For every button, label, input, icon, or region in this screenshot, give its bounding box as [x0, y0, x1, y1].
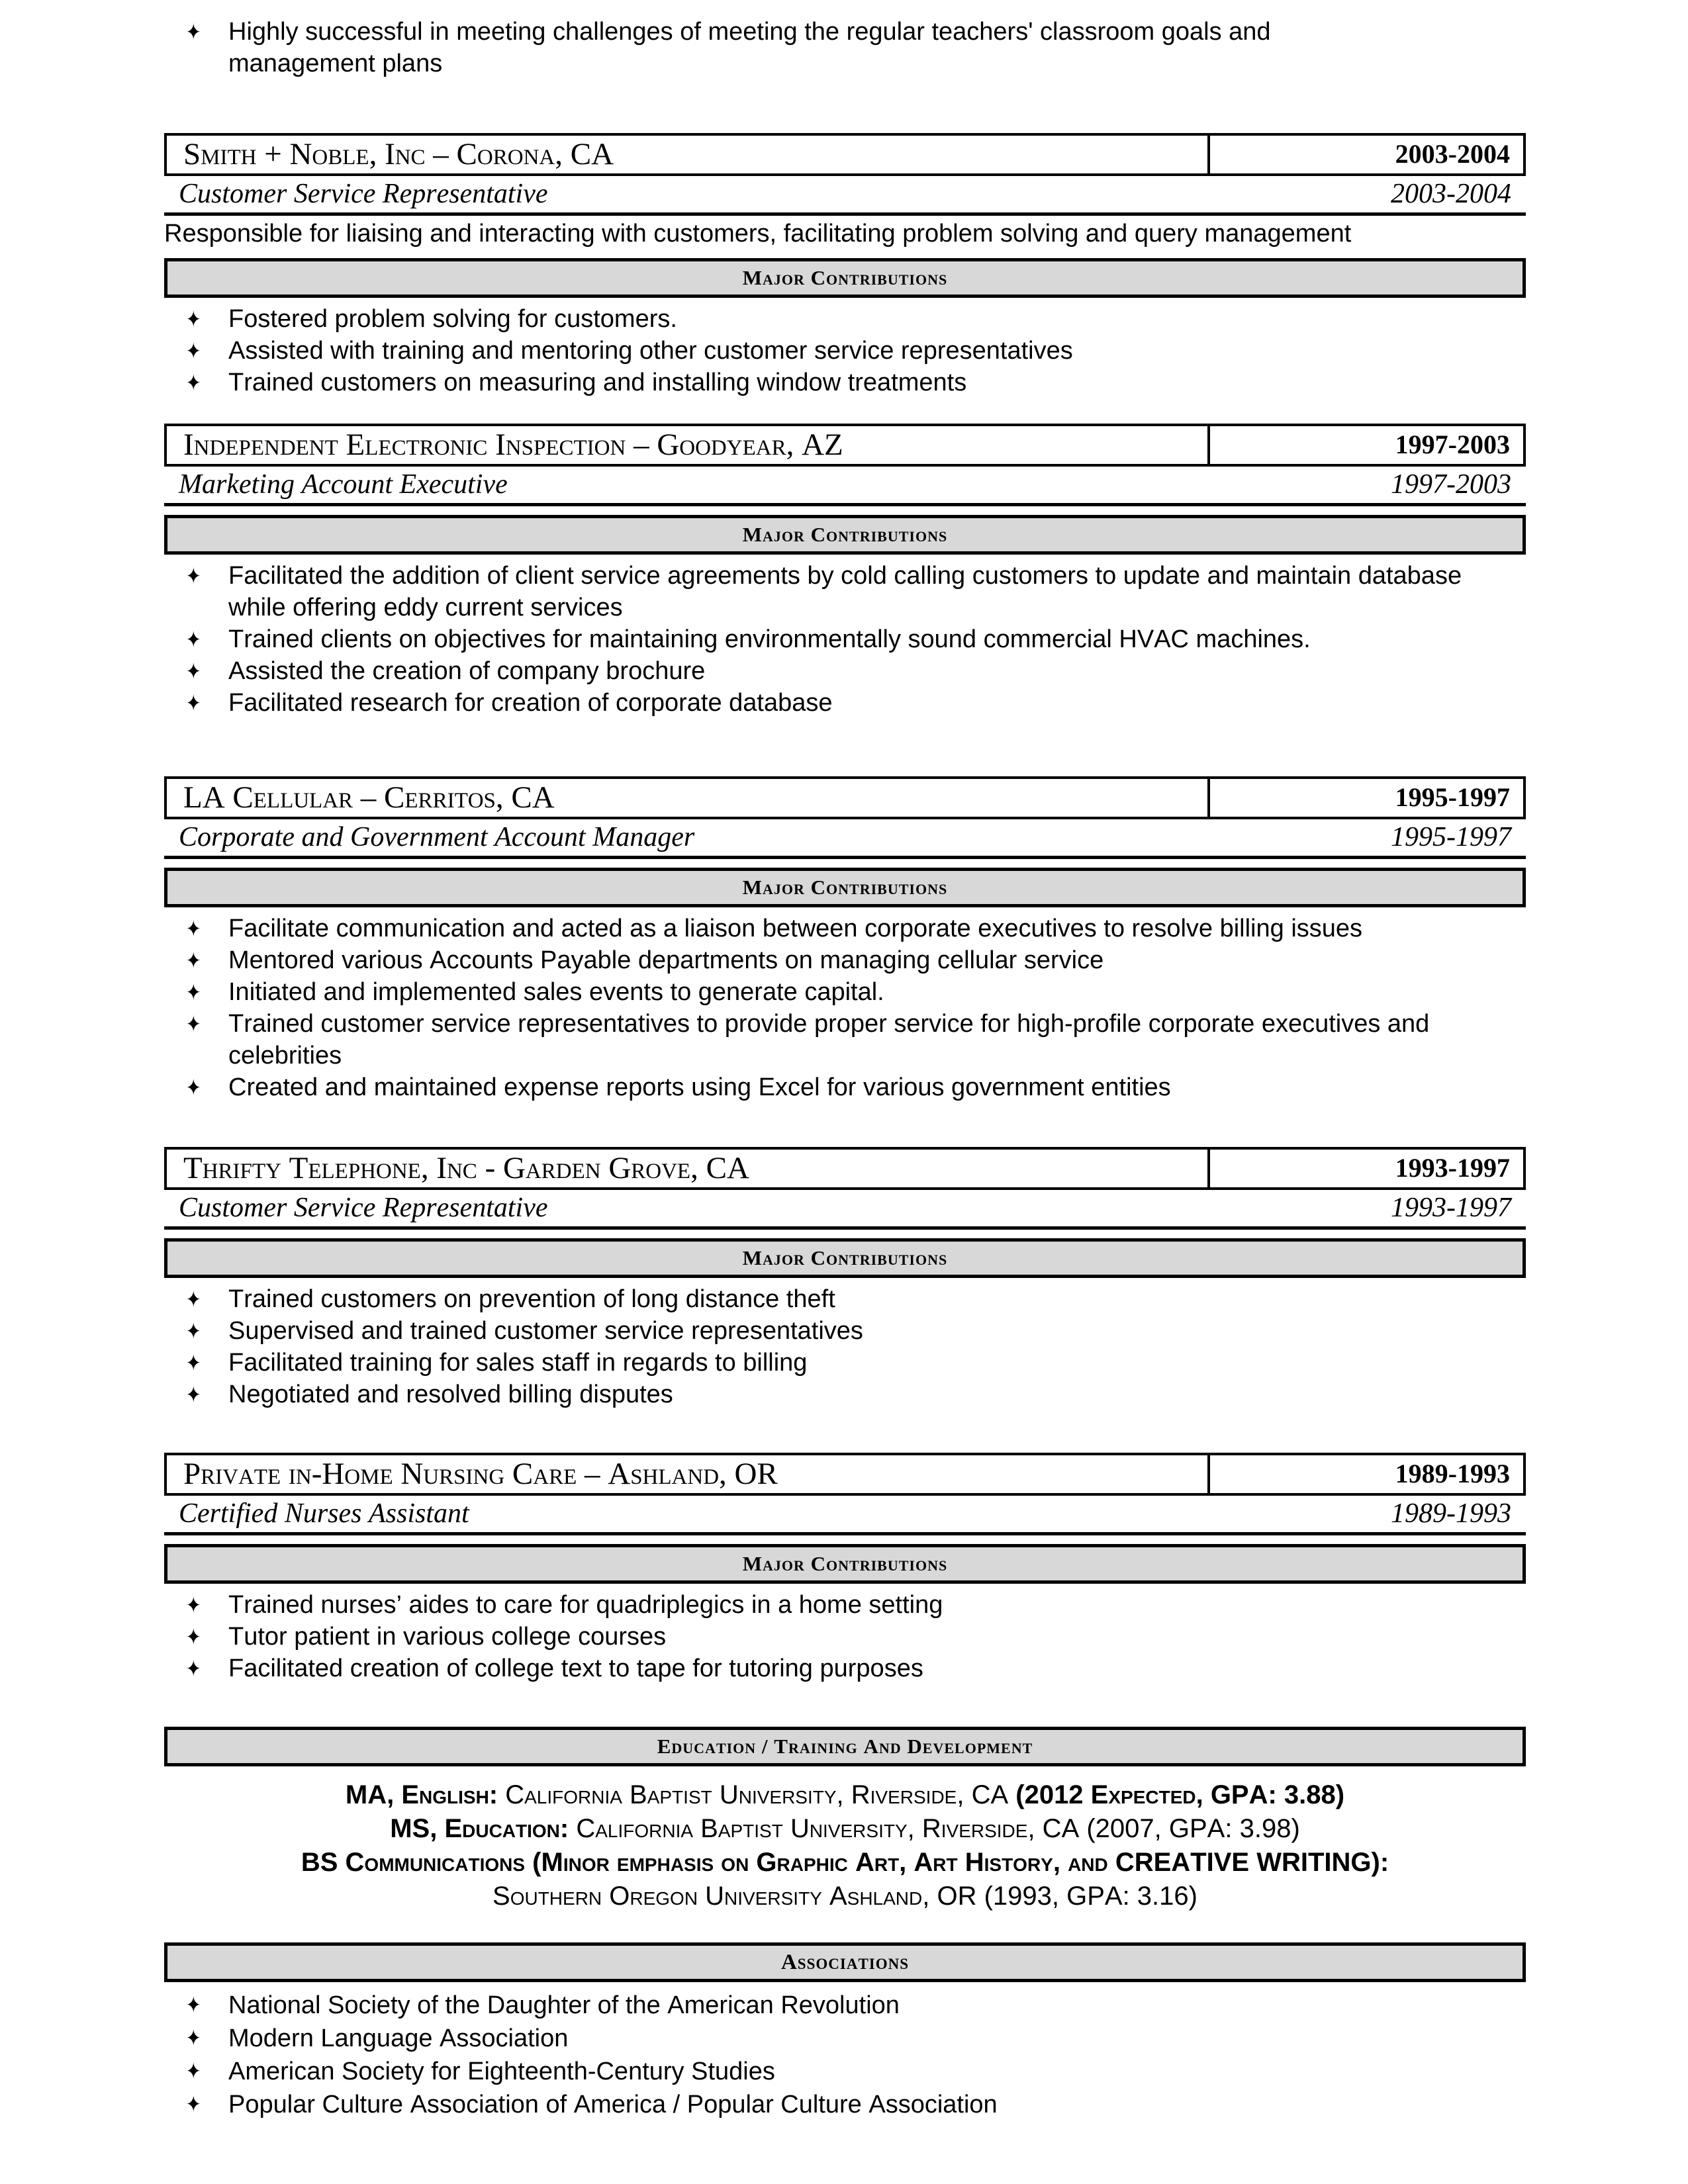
job-title-dates: 1995-1997: [1391, 822, 1511, 852]
list-item: [164, 303, 1466, 335]
star-bullet-icon: ✦: [185, 564, 201, 589]
bullet-text: Facilitated research for creation of corporate database: [228, 689, 833, 717]
job-title-dates: 1993-1997: [1391, 1193, 1511, 1223]
bullet-text: Created and maintained expense reports using Excel for various government entities: [228, 1073, 1171, 1101]
list-item: [164, 16, 1393, 79]
company-header-row: [164, 424, 1526, 467]
list-item: [164, 1071, 1466, 1103]
star-bullet-icon: ✦: [185, 2026, 201, 2051]
star-bullet-icon: ✦: [185, 20, 201, 45]
job-title: Customer Service Representative: [179, 179, 548, 209]
job-section-independent-electronic: [164, 424, 1526, 719]
star-bullet-icon: ✦: [185, 1075, 201, 1101]
bullet-text: Facilitated training for sales staff in regards to billing: [228, 1349, 808, 1377]
job-title: Customer Service Representative: [179, 1193, 548, 1223]
list-item: [164, 1589, 1466, 1621]
bullet-text: Highly successful in meeting challenges of meeting the regular teachers' classroom goals and management plans: [228, 18, 1271, 77]
contributions-list: [164, 1589, 1526, 1684]
bullet-text: Mentored various Accounts Payable departments on managing cellular service: [228, 946, 1104, 974]
bullet-text: Trained clients on objectives for maintaining environmentally sound commercial HVAC machines.: [228, 625, 1311, 653]
bullet-text: American Society for Eighteenth-Century Studies: [228, 2058, 775, 2085]
star-bullet-icon: ✦: [185, 2059, 201, 2084]
company-header-row: [164, 776, 1526, 819]
school-text: California Baptist University, Riverside, CA: [505, 1780, 1016, 1809]
job-title-row: [164, 467, 1526, 506]
major-contributions-header: Major Contributions: [164, 868, 1526, 907]
bullet-text: Fostered problem solving for customers.: [228, 305, 677, 333]
star-bullet-icon: ✦: [185, 1593, 201, 1618]
bullet-text: Initiated and implemented sales events to generate capital.: [228, 978, 884, 1006]
list-item: [164, 367, 1466, 398]
star-bullet-icon: ✦: [185, 659, 201, 684]
major-contributions-header: Major Contributions: [164, 1544, 1526, 1584]
degree-label: MS, Education:: [390, 1814, 577, 1843]
associations-section: [164, 1942, 1526, 2121]
bullet-text: National Society of the Daughter of the American Revolution: [228, 1991, 900, 2019]
list-item: [164, 1989, 1466, 2022]
list-item: [164, 1008, 1466, 1071]
education-line: [164, 1812, 1526, 1846]
list-item: [164, 1347, 1466, 1379]
bullet-text: Supervised and trained customer service representatives: [228, 1317, 863, 1345]
list-item: [164, 976, 1466, 1008]
list-item: [164, 1653, 1466, 1684]
bullet-text: Facilitated the addition of client service agreements by cold calling customers to update and maintain database while offering eddy current services: [228, 562, 1462, 621]
contributions-list: [164, 1283, 1526, 1410]
job-section-smith-noble: [164, 133, 1526, 398]
degree-label: BS Communications (Minor emphasis on Graphic Art, Art History, and CREATIVE WRITING):: [301, 1848, 1389, 1877]
star-bullet-icon: ✦: [185, 1351, 201, 1376]
education-lines: [164, 1778, 1526, 1913]
list-item: [164, 1283, 1466, 1315]
job-summary: Responsible for liaising and interacting with customers, facilitating problem solving and query management: [164, 220, 1352, 248]
job-title: Corporate and Government Account Manager: [179, 822, 695, 852]
company-dates: 1989-1993: [1395, 1459, 1510, 1488]
company-header-row: [164, 1147, 1526, 1190]
bullet-text: Negotiated and resolved billing disputes: [228, 1381, 673, 1408]
star-bullet-icon: ✦: [185, 917, 201, 942]
bullet-text: Modern Language Association: [228, 2025, 569, 2052]
company-dates: 2003-2004: [1395, 139, 1510, 169]
contributions-list: [164, 913, 1526, 1103]
contributions-list: [164, 303, 1526, 398]
star-bullet-icon: ✦: [185, 339, 201, 364]
company-name: Smith + Noble, Inc – Corona, CA: [167, 136, 1210, 173]
job-title-dates: 2003-2004: [1391, 179, 1511, 209]
list-item: [164, 560, 1466, 623]
list-item: [164, 2088, 1466, 2121]
list-item: [164, 1621, 1466, 1653]
company-name: LA Cellular – Cerritos, CA: [167, 779, 1210, 817]
company-name: Independent Electronic Inspection – Goodyear, AZ: [167, 426, 1210, 464]
job-section-thrifty-telephone: [164, 1147, 1526, 1410]
major-contributions-header: Major Contributions: [164, 258, 1526, 298]
job-title: Certified Nurses Assistant: [179, 1498, 469, 1529]
bullet-text: Assisted the creation of company brochure: [228, 657, 706, 685]
school-text: Southern Oregon University Ashland, OR (1993, GPA: 3.16): [492, 1882, 1197, 1911]
education-header: Education / Training And Development: [164, 1727, 1526, 1766]
job-title-row: [164, 819, 1526, 859]
bullet-text: Tutor patient in various college courses: [228, 1623, 667, 1651]
job-title-row: [164, 176, 1526, 216]
star-bullet-icon: ✦: [185, 1012, 201, 1037]
bullet-text: Facilitated creation of college text to tape for tutoring purposes: [228, 1655, 923, 1682]
star-bullet-icon: ✦: [185, 1657, 201, 1682]
company-dates: 1995-1997: [1395, 782, 1510, 812]
list-item: [164, 623, 1466, 655]
bullet-text: Trained customers on prevention of long distance theft: [228, 1285, 835, 1313]
list-item: [164, 1379, 1466, 1410]
bullet-text: Facilitate communication and acted as a liaison between corporate executives to resolve billing issues: [228, 915, 1363, 942]
list-item: [164, 2022, 1466, 2055]
star-bullet-icon: ✦: [185, 371, 201, 396]
company-name: Thrifty Telephone, Inc - Garden Grove, CA: [167, 1150, 1210, 1187]
degree-label: MA, English:: [345, 1780, 506, 1809]
list-item: [164, 687, 1466, 719]
job-title-row: [164, 1496, 1526, 1535]
bullet-text: Trained nurses’ aides to care for quadriplegics in a home setting: [228, 1591, 943, 1619]
associations-list: [164, 1989, 1526, 2121]
bullet-text: Trained customers on measuring and installing window treatments: [228, 369, 967, 396]
gpa-text: (2012 Expected, GPA: 3.88): [1015, 1780, 1345, 1809]
job-title-row: [164, 1190, 1526, 1230]
star-bullet-icon: ✦: [185, 1319, 201, 1344]
star-bullet-icon: ✦: [185, 1625, 201, 1650]
star-bullet-icon: ✦: [185, 2092, 201, 2117]
intro-bullet-list: [164, 16, 1526, 79]
school-text: California Baptist University, Riverside, CA (2007, GPA: 3.98): [576, 1814, 1300, 1843]
company-header-row: [164, 1453, 1526, 1496]
list-item: [164, 2055, 1466, 2088]
job-title-dates: 1997-2003: [1391, 469, 1511, 500]
star-bullet-icon: ✦: [185, 1383, 201, 1408]
company-name: Private in-Home Nursing Care – Ashland, OR: [167, 1455, 1210, 1493]
education-section: [164, 1727, 1526, 1913]
education-line: [164, 1880, 1526, 1913]
bullet-text: Popular Culture Association of America / Popular Culture Association: [228, 2091, 998, 2118]
star-bullet-icon: ✦: [185, 691, 201, 716]
star-bullet-icon: ✦: [185, 307, 201, 332]
list-item: [164, 1315, 1466, 1347]
list-item: [164, 913, 1466, 944]
company-dates: 1993-1997: [1395, 1153, 1510, 1183]
list-item: [164, 335, 1466, 367]
job-section-la-cellular: [164, 776, 1526, 1103]
list-item: [164, 655, 1466, 687]
major-contributions-header: Major Contributions: [164, 1238, 1526, 1278]
star-bullet-icon: ✦: [185, 1287, 201, 1312]
star-bullet-icon: ✦: [185, 980, 201, 1005]
bullet-text: Trained customer service representatives to provide proper service for high-profile corporate executives and celebrities: [228, 1010, 1430, 1069]
associations-header: Associations: [164, 1942, 1526, 1982]
star-bullet-icon: ✦: [185, 948, 201, 974]
education-line: [164, 1778, 1526, 1812]
education-line: [164, 1846, 1526, 1880]
major-contributions-header: Major Contributions: [164, 515, 1526, 555]
job-section-private-nursing: [164, 1453, 1526, 1684]
list-item: [164, 944, 1466, 976]
bullet-text: Assisted with training and mentoring other customer service representatives: [228, 337, 1073, 365]
contributions-list: [164, 560, 1526, 719]
company-header-row: [164, 133, 1526, 176]
job-title: Marketing Account Executive: [179, 469, 508, 500]
star-bullet-icon: ✦: [185, 1993, 201, 2018]
company-dates: 1997-2003: [1395, 430, 1510, 459]
job-title-dates: 1989-1993: [1391, 1498, 1511, 1529]
star-bullet-icon: ✦: [185, 627, 201, 653]
